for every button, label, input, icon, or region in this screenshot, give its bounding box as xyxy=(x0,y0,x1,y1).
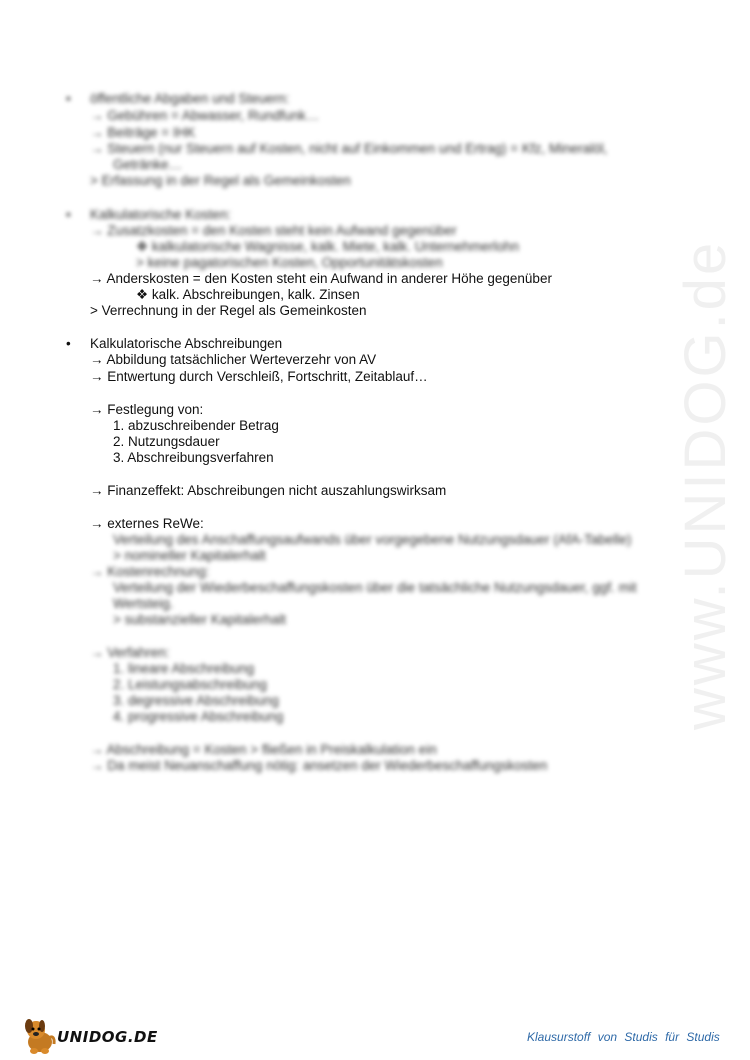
text-line: 4. progressive Abschreibung xyxy=(113,709,284,724)
text-line: > Erfassung in der Regel als Gemeinkosten xyxy=(90,173,351,188)
text-line: → Gebühren = Abwasser, Rundfunk… xyxy=(90,108,320,123)
text-line: 2. Leistungsabschreibung xyxy=(113,677,267,692)
text-line: → Entwertung durch Verschleiß, Fortschritt, Zeitablauf… xyxy=(90,369,428,384)
text-line: > nomineller Kapitalerhalt xyxy=(113,548,266,563)
text-line: → Anderskosten = den Kosten steht ein Aufwand in anderer Höhe gegenüber xyxy=(90,271,552,286)
text-line: 3. Abschreibungsverfahren xyxy=(113,450,274,465)
text-line: Verteilung des Anschaffungsaufwands über vorgegebene Nutzungsdauer (AfA-Tabelle) xyxy=(113,532,632,547)
text-line: → Finanzeffekt: Abschreibungen nicht auszahlungswirksam xyxy=(90,483,447,498)
text-line: → Kostenrechnung: xyxy=(90,564,210,579)
dog-icon xyxy=(22,1016,58,1056)
text-line: → Abschreibung = Kosten > fließen in Preiskalkulation ein xyxy=(90,742,437,757)
text-line: Getränke… xyxy=(113,157,183,172)
text-line: ❖ kalkulatorische Wagnisse, kalk. Miete, kalk. Unternehmerlohn xyxy=(136,239,520,254)
text-line: → externes ReWe: xyxy=(90,516,204,531)
text-line: 2. Nutzungsdauer xyxy=(113,434,220,449)
text-line: > substanzieller Kapitalerhalt xyxy=(113,612,286,627)
watermark: www.UNIDOG.de xyxy=(673,239,738,730)
text-line: Verteilung der Wiederbeschaffungskosten über die tatsächliche Nutzungsdauer, ggf. mit xyxy=(113,580,637,595)
text-line: • xyxy=(66,91,71,106)
text-line: → Zusatzkosten = den Kosten steht kein Aufwand gegenüber xyxy=(90,223,457,238)
text-line: • xyxy=(66,336,71,351)
text-line: → Festlegung von: xyxy=(90,402,204,417)
text-line: > Verrechnung in der Regel als Gemeinkosten xyxy=(90,303,367,318)
text-line: → Steuern (nur Steuern auf Kosten, nicht auf Einkommen und Ertrag) = Kfz, Mineralöl, xyxy=(90,141,608,156)
text-line: 3. degressive Abschreibung xyxy=(113,693,279,708)
text-line: → Beiträge = IHK xyxy=(90,125,196,140)
text-line: > keine pagatorischen Kosten, Opportunitätskosten xyxy=(136,255,443,270)
logo-text: UNIDOG.DE xyxy=(57,1028,158,1046)
text-line: ❖ kalk. Abschreibungen, kalk. Zinsen xyxy=(136,287,360,302)
text-line: → Da meist Neuanschaffung nötig: ansetzen der Wiederbeschaffungskosten xyxy=(90,758,548,773)
text-line: 1. abzuschreibender Betrag xyxy=(113,418,279,433)
text-line: Kalkulatorische Abschreibungen xyxy=(90,336,283,351)
text-line: 1. lineare Abschreibung xyxy=(113,661,255,676)
text-line: → Abbildung tatsächlicher Werteverzehr von AV xyxy=(90,352,377,367)
footer-slogan: Klausurstoff von Studis für Studis xyxy=(527,1030,720,1044)
text-line: Wertsteig. xyxy=(113,596,174,611)
text-line: → Verfahren: xyxy=(90,645,170,660)
text-line: • xyxy=(66,207,71,222)
text-line: Kalkulatorische Kosten: xyxy=(90,207,232,222)
text-line: öffentliche Abgaben und Steuern: xyxy=(90,91,290,106)
